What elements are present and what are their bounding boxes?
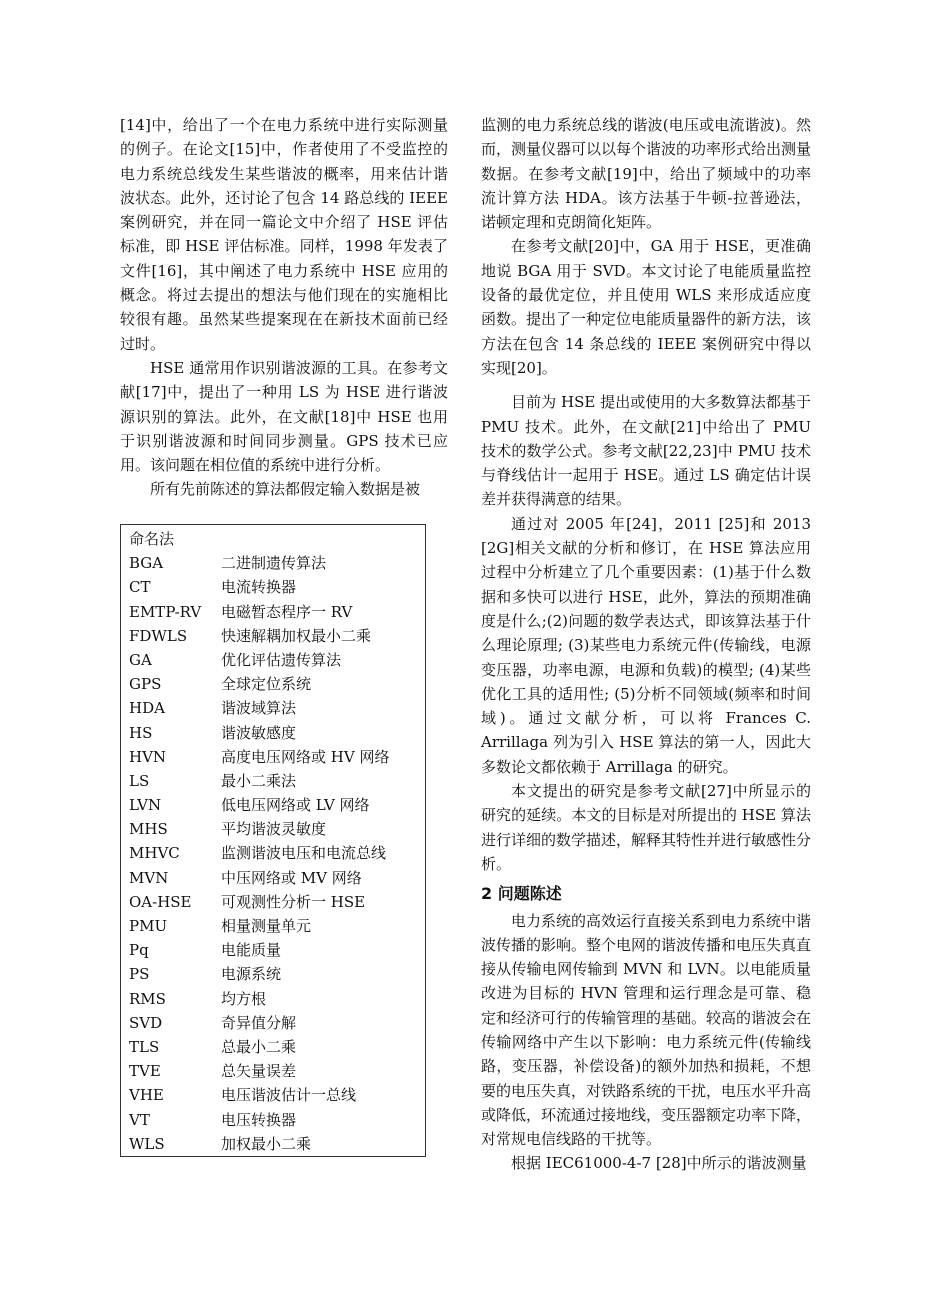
abbreviation: BGA: [129, 554, 164, 573]
abbreviation: GPS: [129, 675, 162, 694]
nomenclature-row: [121, 1059, 425, 1083]
definition: 高度电压网络或 HV 网络: [221, 747, 390, 766]
paragraph: [14]中，给出了一个在电力系统中进行实际测量的例子。在论文[15]中，作者使用了不受监控的电力系统总线发生某些谐波的概率，用来估计谐波状态。此外，还讨论了包含 14 路总线的 IEEE 案例研究，并在同一篇论文中介绍了 HSE 评估标准，即 HSE 评估标准。同样，1998 年发表了文件[16]，其中阐述了电力系统中 HSE 应用的概念。将过去提出的想法与他们现在的实施相比较很有趣。虽然某些提案现在在新技术面前已经过时。: [120, 116, 448, 353]
nomenclature-row: [121, 1108, 425, 1132]
paragraph: 本文提出的研究是参考文献[27]中所显示的研究的延续。本文的目标是对所提出的 HSE 算法进行详细的数学描述，解释其特性并进行敏感性分析。: [481, 782, 812, 873]
paragraph: 在参考文献[20]中，GA 用于 HSE，更准确地说 BGA 用于 SVD。本文讨论了电能质量监控设备的最优定位，并且使用 WLS 来形成适应度函数。提出了一种定位电能质量器件的新方法，该方法在包含 14 条总线的 IEEE 案例研究中得以实现[20]。: [481, 237, 812, 377]
nomenclature-row: [121, 745, 425, 769]
nomenclature-row: [121, 624, 425, 648]
definition: 低电压网络或 LV 网络: [221, 796, 370, 815]
paragraph: 目前为 HSE 提出或使用的大多数算法都基于 PMU 技术。此外，在文献[21]中给出了 PMU 技术的数学公式。参考文献[22,23]中 PMU 技术与脊线估计一起用于 HSE。通过 LS 确定估计误差并获得满意的结果。: [481, 393, 811, 509]
abbreviation: MVN: [129, 868, 169, 887]
nomenclature-row: [121, 696, 425, 720]
definition: 均方根: [221, 989, 267, 1008]
definition: 全球定位系统: [221, 675, 312, 694]
nomenclature-row: [121, 841, 425, 865]
paragraph: 监测的电力系统总线的谐波(电压或电流谐波)。然而，测量仪器可以以每个谐波的功率形式给出测量数据。在参考文献[19]中，给出了频域中的功率流计算方法 HDA。该方法基于牛顿-拉普逊法，诺顿定理和克朗简化矩阵。: [481, 116, 812, 232]
definition: 二进制遗传算法: [221, 554, 327, 573]
abbreviation: WLS: [129, 1134, 165, 1153]
abbreviation: OA-HSE: [129, 892, 192, 911]
definition: 快速解耦加权最小二乘: [221, 626, 372, 645]
definition: 奇异值分解: [221, 1013, 297, 1032]
nomenclature-rows: [121, 551, 425, 1156]
nomenclature-row: [121, 987, 425, 1011]
nomenclature-row: [121, 1035, 425, 1059]
definition: 平均谐波灵敏度: [221, 820, 327, 839]
paragraph-gap: [481, 380, 811, 390]
nomenclature-row: [121, 962, 425, 986]
nomenclature-row: [121, 672, 425, 696]
abbreviation: HS: [129, 723, 153, 742]
abbreviation: TLS: [129, 1037, 160, 1056]
nomenclature-title: 命名法: [129, 530, 175, 548]
definition: 监测谐波电压和电流总线: [221, 844, 387, 863]
paragraph: HSE 通常用作识别谐波源的工具。在参考文献[17]中，提出了一种用 LS 为 HSE 进行谐波源识别的算法。此外，在文献[18]中 HSE 也用于识别谐波源和时间同步测量。GPS 技术已应用。该问题在相位值的系统中进行分析。: [120, 358, 448, 475]
paragraph: 通过对 2005 年[24]，2011 [25]和 2013 [2G]相关文献的分析和修订，在 HSE 算法应用过程中分析建立了几个重要因素：(1)基于什么数据和多快可以进行 HSE，此外，算法的预期准确度是什么;(2)问题的数学表达式，即该算法基于什么理论原理; (3)某些电力系统元件(传输线，电源变压器，功率电源，电源和负载)的模型; (4)某些优化工具的适用性; (5)分析不同领域(频率和时间域)。通过文献分析，可以将 Frances C. Arrillaga 列为引入 HSE 算法的第一人，因此大多数论文都依赖于 Arrillaga 的研究。: [481, 514, 811, 776]
nomenclature-table: [120, 524, 426, 1157]
definition: 可观测性分析一 HSE: [221, 892, 366, 911]
definition: 谐波敏感度: [221, 723, 297, 742]
abbreviation: TVE: [129, 1062, 161, 1081]
definition: 优化评估遗传算法: [221, 650, 342, 669]
nomenclature-row: [121, 1011, 425, 1035]
abbreviation: HDA: [129, 699, 165, 718]
definition: 电压谐波估计一总线: [221, 1086, 357, 1105]
definition: 加权最小二乘: [221, 1134, 312, 1153]
abbreviation: GA: [129, 650, 152, 669]
abbreviation: MHVC: [129, 844, 180, 863]
definition: 最小二乘法: [221, 771, 297, 790]
definition: 电流转换器: [221, 578, 297, 597]
nomenclature-row: [121, 938, 425, 962]
abbreviation: CT: [129, 578, 151, 597]
abbreviation: LS: [129, 771, 150, 790]
nomenclature-row: [121, 1083, 425, 1107]
definition: 总最小二乘: [221, 1037, 297, 1056]
nomenclature-row: [121, 551, 425, 575]
abbreviation: LVN: [129, 796, 162, 815]
abbreviation: RMS: [129, 989, 166, 1008]
definition: 电压转换器: [221, 1110, 297, 1129]
abbreviation: SVD: [129, 1013, 163, 1032]
nomenclature-row: [121, 575, 425, 599]
nomenclature-row: [121, 769, 425, 793]
section-heading: 2 问题陈述: [481, 884, 562, 904]
nomenclature-row: [121, 914, 425, 938]
abbreviation: VT: [129, 1110, 150, 1129]
paragraph: 电力系统的高效运行直接关系到电力系统中谐波传播的影响。整个电网的谐波传播和电压失真直接从传输电网传输到 MVN 和 LVN。以电能质量改进为目标的 HVN 管理和运行理念是可靠、稳定和经济可行的传输管理的基础。较高的谐波会在传输网络中产生以下影响：电力系统元件(传输线路，变压器，补偿设备)的额外加热和损耗，不想要的电压失真，对铁路系统的干扰，电压水平升高或降低，环流通过接地线，变压器额定功率下降，对常规电信线路的干扰等。: [481, 911, 812, 1149]
definition: 电能质量: [221, 941, 282, 960]
nomenclature-row: [121, 890, 425, 914]
abbreviation: FDWLS: [129, 626, 188, 645]
nomenclature-row: [121, 600, 425, 624]
definition: 相量测量单元: [221, 917, 312, 936]
abbreviation: PMU: [129, 917, 168, 936]
nomenclature-row: [121, 793, 425, 817]
definition: 总矢量误差: [221, 1062, 297, 1081]
nomenclature-row: [121, 866, 425, 890]
nomenclature-row: [121, 721, 425, 745]
nomenclature-row: [121, 648, 425, 672]
abbreviation: MHS: [129, 820, 168, 839]
nomenclature-row: [121, 817, 425, 841]
left-column: [120, 113, 448, 502]
abbreviation: VHE: [129, 1086, 164, 1105]
abbreviation: HVN: [129, 747, 167, 766]
abbreviation: EMTP-RV: [129, 602, 202, 621]
abbreviation: PS: [129, 965, 150, 984]
definition: 中压网络或 MV 网络: [221, 868, 362, 887]
definition: 电磁暂态程序一 RV: [221, 602, 353, 621]
paragraph: 所有先前陈述的算法都假定输入数据是被: [150, 480, 421, 499]
paragraph: 根据 IEC61000-4-7 [28]中所示的谐波测量: [511, 1154, 807, 1173]
nomenclature-row: [121, 1132, 425, 1156]
definition: 谐波域算法: [221, 699, 297, 718]
definition: 电源系统: [221, 965, 282, 984]
right-column: [481, 113, 811, 1176]
abbreviation: Pq: [129, 941, 149, 960]
